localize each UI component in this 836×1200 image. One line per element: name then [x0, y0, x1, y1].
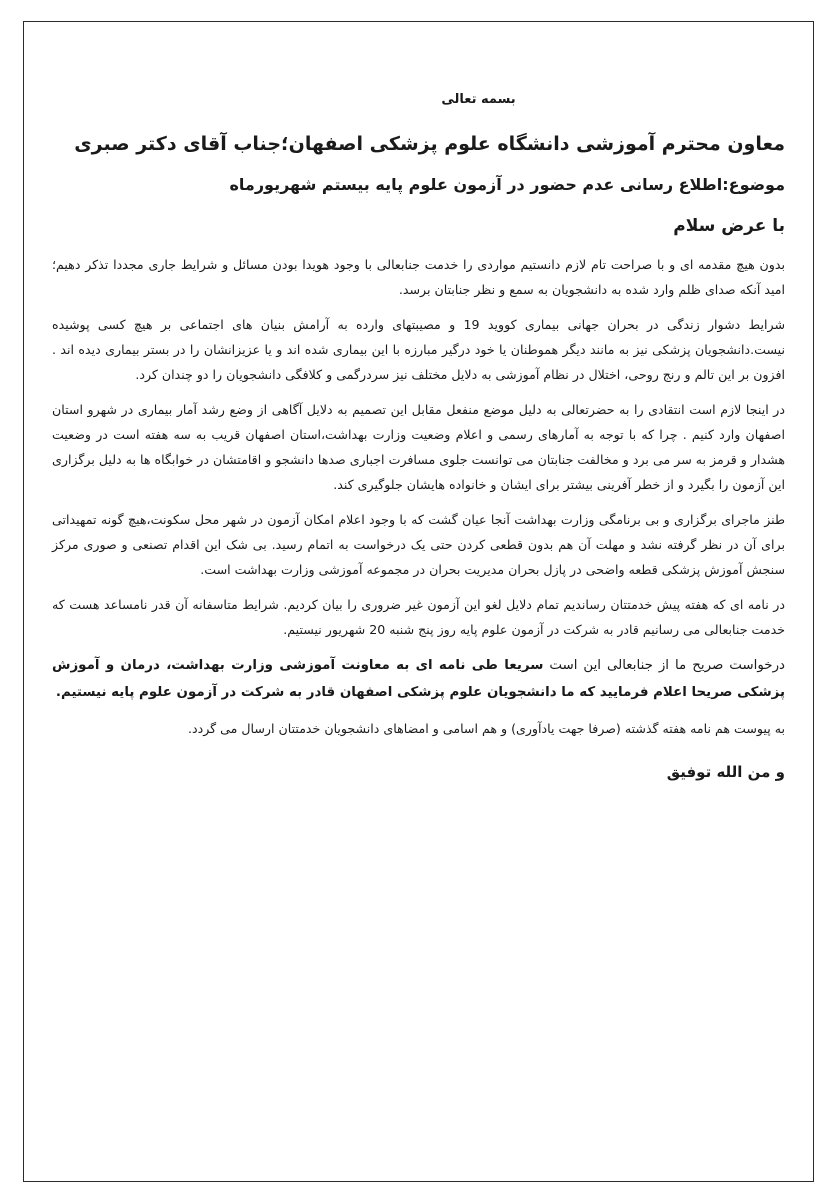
paragraph-attachment: به پیوست هم نامه هفته گذشته (صرفا جهت یادآوری) و هم اسامی و امضاهای دانشجویان خدمتتان ارسال می گردد.	[187, 721, 785, 736]
invocation-heading: بسمه تعالی	[441, 92, 516, 107]
letter-page	[23, 21, 814, 1182]
greeting: با عرض سلام	[673, 216, 785, 236]
paragraph-conditions: شرایط دشوار زندگی در بحران جهانی بیماری کووید 19 و مصیبتهای وارده به آرامش بنیان های اجتماعی بر هیچ کسی پوشیده نیست.دانشجویان پزشکی نیز به مانند دیگر هموطنان یا خود درگیر مبارزه با این بیماری شده اند و یا عزیزانشان را در بستر بیماری دیده اند . افزون بر این تالم و رنج روحی، اختلال در نظام آموزشی به دلایل مختلف نیز سردرگمی و کلافگی دانشجویان را دو چندان کرد.	[52, 317, 786, 382]
letter-content	[52, 92, 785, 781]
paragraph-previous-letter: در نامه ای که هفته پیش خدمتتان رساندیم تمام دلایل لغو این آزمون غیر ضروری را بیان کردیم. شرایط متاسفانه آن قدر نامساعد هست که خدمت جنابعالی می رسانیم قادر به شرکت در آزمون علوم پایه روز پنج شنبه 20 شهریور نیستیم.	[52, 597, 785, 637]
closing-phrase: و من الله توفیق	[666, 763, 785, 781]
request-intro: درخواست صریح ما از جنابعالی این است	[543, 658, 785, 673]
subject-line: موضوع:اطلاع رسانی عدم حضور در آزمون علوم پایه بیستم شهریورماه	[229, 175, 785, 194]
recipient-title: معاون محترم آموزشی دانشگاه علوم پزشکی اصفهان؛جناب آقای دکتر صبری	[74, 133, 785, 155]
request-bold: سریعا طی نامه ای به معاونت آموزشی وزارت بهداشت، درمان و آموزش پزشکی صریحا اعلام فرمایید که ما دانشجویان علوم پزشکی اصفهان قادر به شرکت در آزمون علوم پایه نیستیم.	[52, 658, 785, 700]
paragraph-request	[52, 652, 785, 706]
paragraph-ministry: طنز ماجرای برگزاری و بی برنامگی وزارت بهداشت آنجا عیان گشت که با وجود اعلام امکان آزمون در شهر محل سکونت،هیچ گونه تمهیداتی برای آن در نظر گرفته نشد و مهلت آن هم بدون قطعی کردن حتی یک درخواست به اتمام رسید. بی شک این اقدام تصنعی و صوری مرکز سنجش آموزش پزشکی قطعه واضحی در پازل بحران مدیریت بحران در مجموعه آموزشی وزارت بهداشت است.	[52, 512, 785, 577]
paragraph-criticism: در اینجا لازم است انتقادی را به حضرتعالی به دلیل موضع منفعل مقابل این تصمیم به دلایل آگاهی از وضع رشد آمار بیماری در شهرو استان اصفهان وارد کنیم . چرا که با توجه به آمارهای رسمی و اعلام وضعیت وزارت بهداشت،استان اصفهان قریب به سه هفته است در وضعیت هشدار و قرمز به سر می برد و مخالفت جنابتان می توانست جلوی مسافرت اجباری صدها دانشجو و اقامتشان در خوابگاه ها به دلیل برگزاری این آزمون را بگیرد و از خطر آفرینی بیشتر برای ایشان و خانواده هایشان جلوگیری کند.	[52, 402, 785, 492]
paragraph-intro: بدون هیچ مقدمه ای و با صراحت تام لازم دانستیم مواردی را خدمت جنابعالی با وجود هویدا بودن مسائل و شرایط جاری مجددا تذکر دهیم؛امید آنکه صدای ظلم وارد شده به دانشجویان به سمع و نظر جنابتان برسد.	[52, 257, 785, 297]
